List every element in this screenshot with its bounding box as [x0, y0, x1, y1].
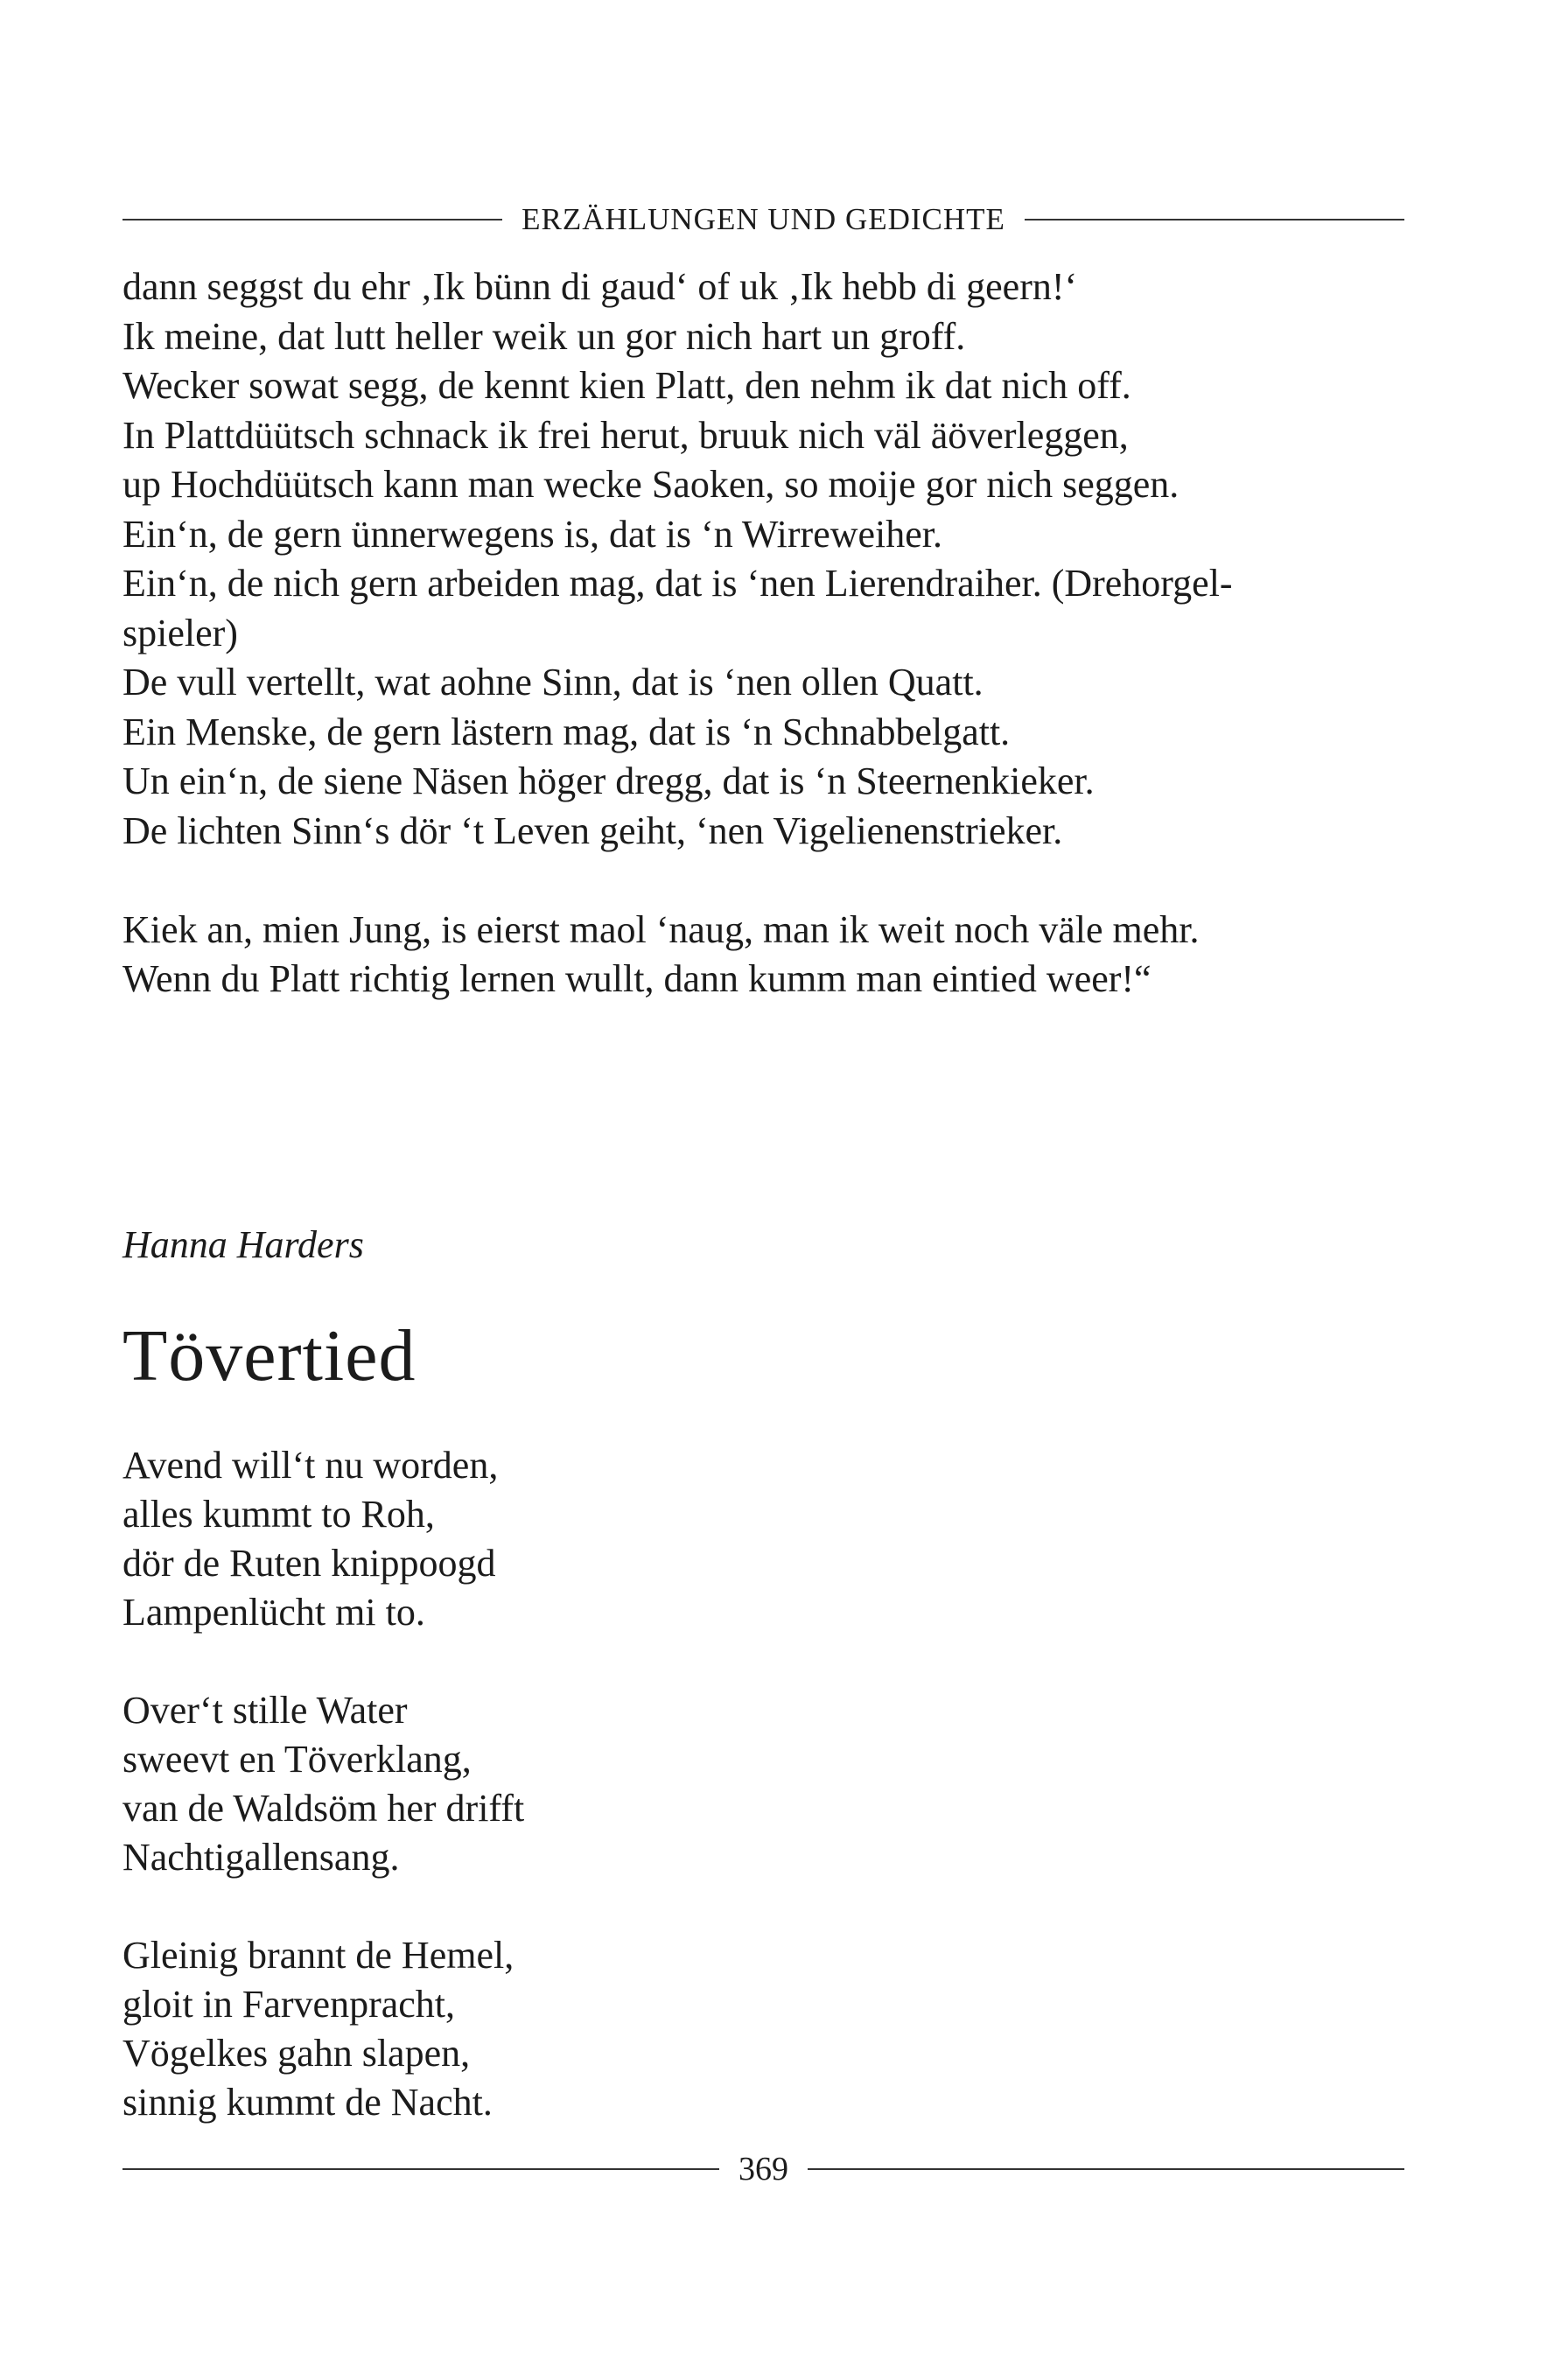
- prose-line: spieler): [122, 611, 238, 654]
- poem-stanza: [122, 1686, 524, 1882]
- paragraph-gap: [122, 856, 1418, 906]
- prose-line: In Plattdüütsch schnack ik frei herut, bruuk nich väl äöverleggen,: [122, 413, 1129, 457]
- prose-line: Ein Menske, de gern lästern mag, dat is ‘n Schnabbelgatt.: [122, 710, 1011, 753]
- poem-title: Tövertied: [122, 1315, 416, 1396]
- prose-line: De vull vertellt, wat aohne Sinn, dat is ‘nen ollen Quatt.: [122, 661, 984, 704]
- poem-author: Hanna Harders: [122, 1223, 364, 1266]
- poem-body: [122, 1441, 524, 2127]
- prose-line: up Hochdüütsch kann man wecke Saoken, so moije gor nich seggen.: [122, 463, 1180, 506]
- prose-line: Ik meine, dat lutt heller weik un gor nich hart un groff.: [122, 314, 966, 358]
- poem-line: Avend will‘t nu worden,: [122, 1444, 499, 1487]
- running-header-title: ERZÄHLUNGEN UND GEDICHTE: [522, 202, 1005, 236]
- poem-stanza: [122, 1441, 524, 1637]
- prose-line: Wecker sowat segg, de kennt kien Platt, den nehm ik dat nich off.: [122, 364, 1131, 407]
- poem-line: van de Waldsöm her drifft: [122, 1787, 525, 1830]
- poem-line: sweevt en Töverklang,: [122, 1738, 472, 1781]
- prose-line: Un ein‘n, de siene Näsen höger dregg, dat is ‘n Steernenkieker.: [122, 760, 1095, 802]
- poem-line: Over‘t stille Water: [122, 1689, 408, 1732]
- footer-rule-right: [808, 2168, 1404, 2170]
- poem-line: Vögelkes gahn slapen,: [122, 2032, 471, 2075]
- poem-line: alles kummt to Roh,: [122, 1493, 435, 1536]
- prose-closing-line: Wenn du Platt richtig lernen wullt, dann kumm man eintied weer!“: [122, 957, 1152, 1000]
- poem-stanza: [122, 1931, 524, 2127]
- prose-line: De lichten Sinn‘s dör ‘t Leven geiht, ‘nen Vigelienenstrieker.: [122, 808, 1063, 852]
- prose-closing-line: Kiek an, mien Jung, is eierst maol ‘naug, man ik weit noch väle mehr.: [122, 907, 1200, 951]
- header-rule-left: [122, 219, 502, 220]
- poem-line: Nachtigallensang.: [122, 1836, 400, 1879]
- poem-line: Lampenlücht mi to.: [122, 1591, 425, 1634]
- header-rule-right: [1025, 219, 1404, 220]
- page-number: 369: [738, 2151, 788, 2188]
- prose-line: dann seggst du ehr ‚Ik bünn di gaud‘ of uk ‚Ik hebb di geern!‘: [122, 265, 1078, 308]
- running-header: [122, 196, 1404, 243]
- footer-rule-left: [122, 2168, 719, 2170]
- prose-section: [122, 262, 1418, 1004]
- poem-line: sinnig kummt de Nacht.: [122, 2081, 493, 2124]
- poem-line: gloit in Farvenpracht,: [122, 1983, 456, 2026]
- page-footer: [122, 2146, 1404, 2193]
- poem-line: dör de Ruten knippoogd: [122, 1542, 496, 1585]
- poem-line: Gleinig brannt de Hemel,: [122, 1934, 514, 1977]
- prose-line: Ein‘n, de gern ünnerwegens is, dat is ‘n Wirreweiher.: [122, 512, 943, 556]
- prose-line: Ein‘n, de nich gern arbeiden mag, dat is ‘nen Lierendraiher. (Drehorgel-: [122, 562, 1233, 605]
